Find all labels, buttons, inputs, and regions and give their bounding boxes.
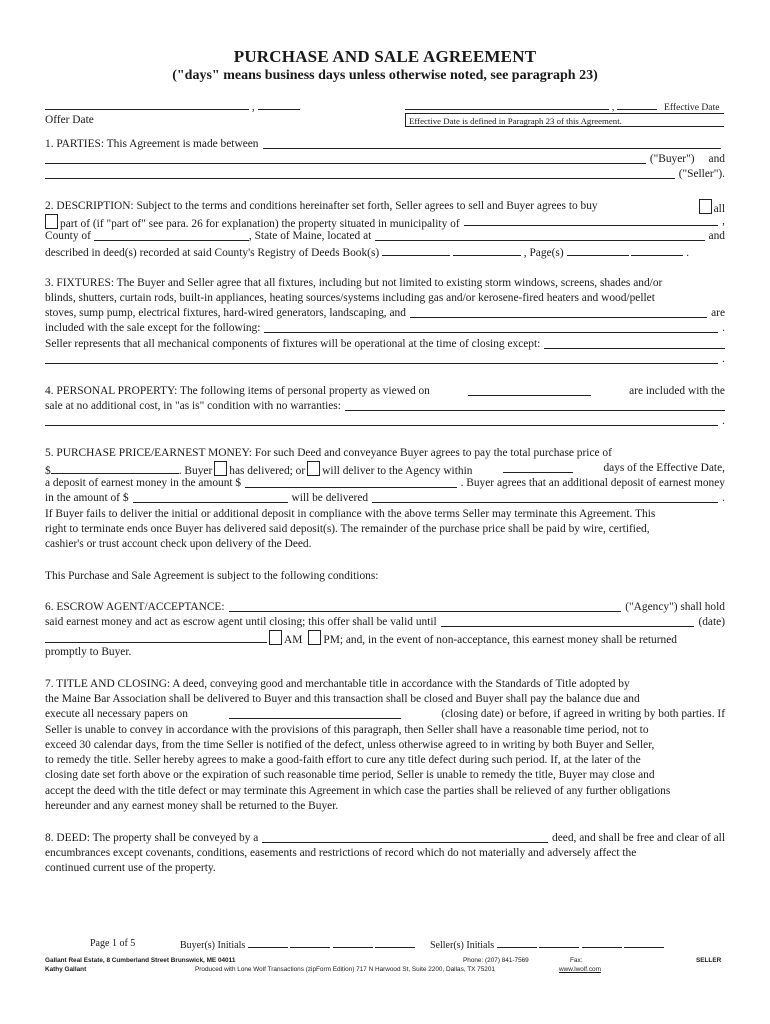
- buyer-initials-field-4[interactable]: [375, 938, 415, 948]
- effective-year-field[interactable]: [617, 98, 657, 110]
- description-line-4: described in deed(s) recorded at said County's Registry of Deeds Book(s) , Page(s) .: [45, 244, 725, 262]
- all-checkbox[interactable]: [699, 199, 712, 214]
- pm-checkbox[interactable]: [308, 630, 321, 645]
- document-subtitle: ("days" means business days unless otherwise noted, see paragraph 23): [172, 68, 598, 83]
- description-line-1: 2. DESCRIPTION: Subject to the terms and conditions hereinafter set forth, Seller agrees to sell and Buyer agrees to buy all: [45, 200, 725, 215]
- title-closing-line-3: execute all necessary papers on (closing date) or before, if agreed in writing by both parties. If: [45, 708, 725, 720]
- location-field[interactable]: [375, 229, 704, 241]
- seller-initials-field-4[interactable]: [624, 938, 664, 948]
- additional-deposit-date-field[interactable]: [372, 491, 718, 503]
- personal-property-line-1: 4. PERSONAL PROPERTY: The following items of personal property as viewed on are included with the: [45, 385, 725, 397]
- buyer-name-field[interactable]: [45, 152, 646, 164]
- fixtures-line-5: Seller represents that all mechanical components of fixtures will be operational at the time of closing except:: [45, 337, 725, 353]
- seller-initials-field-2[interactable]: [539, 938, 579, 948]
- escrow-line-3: AM PM; and, in the event of non-acceptance, this earnest money shall be returned: [45, 630, 725, 649]
- title-closing-line-4: Seller is unable to convey in accordance with the provisions of this paragraph, then Seller shall have a reasonable time period, not to: [45, 724, 649, 736]
- deed-book-field-2[interactable]: [453, 244, 521, 256]
- am-checkbox[interactable]: [269, 630, 282, 645]
- municipality-field[interactable]: [464, 214, 719, 226]
- title-closing-line-8: accept the deed with the title defect or may terminate this Agreement in which case the parties shall be relieved of any further obligations: [45, 785, 671, 797]
- title-closing-line-7: closing date set forth above or the expiration of such reasonable time period, Seller is unable to remedy the title, Buyer may close and: [45, 769, 655, 781]
- valid-until-time-field[interactable]: [45, 631, 267, 643]
- deed-line-2: encumbrances except covenants, conditions, easements and restrictions of record which do not materially and adversely affect the: [45, 847, 637, 859]
- fixtures-line-6: .: [45, 352, 725, 368]
- parties-line-3: ("Seller").: [45, 167, 725, 183]
- part-of-checkbox[interactable]: [45, 214, 58, 229]
- purchase-price-line-2: $ . Buyer has delivered; or will deliver to the Agency within days of the Effective Date,: [45, 462, 725, 477]
- mechanical-exceptions-field-2[interactable]: [45, 352, 718, 364]
- escrow-line-2: said earnest money and act as escrow agent until closing; this offer shall be valid until (date): [45, 616, 725, 628]
- seller-initials-field-1[interactable]: [497, 938, 537, 948]
- purchase-price-line-3: a deposit of earnest money in the amount $ . Buyer agrees that an additional deposit of earnest money: [45, 477, 725, 489]
- deliver-days-field[interactable]: [503, 461, 573, 473]
- offer-date-label: Offer Date: [45, 114, 94, 126]
- mechanical-exceptions-field[interactable]: [544, 337, 725, 349]
- has-delivered-checkbox[interactable]: [214, 461, 227, 476]
- purchase-price-line-6: right to terminate ends once Buyer has delivered said deposit(s). The remainder of the purchase price shall be paid by wire, certified,: [45, 523, 650, 535]
- agency-field[interactable]: [229, 600, 622, 612]
- date-line: ,: [45, 98, 725, 116]
- buyer-initials: Buyer(s) Initials: [180, 938, 415, 951]
- offer-date-field[interactable]: [45, 98, 249, 110]
- deed-page-field-2[interactable]: [631, 244, 683, 256]
- title-closing-line-6: to remedy the title. Seller hereby agrees to make a good-faith effort to cure any title defect during such period. If, at the later of the: [45, 754, 641, 766]
- will-deliver-checkbox[interactable]: [307, 461, 320, 476]
- fixtures-line-3: stoves, sump pump, electrical fixtures, hard-wired generators, landscaping, and are: [45, 307, 725, 319]
- valid-until-field[interactable]: [441, 615, 695, 627]
- effective-date-line: , Effective Date: [405, 98, 720, 113]
- escrow-line-4: promptly to Buyer.: [45, 646, 132, 658]
- produced-with: Produced with Lone Wolf Transactions (zipForm Edition) 717 N Harwood St, Suite 2200, Dallas, TX 75201: [195, 966, 495, 973]
- personal-property-line-3: .: [45, 414, 725, 430]
- company-info: Gallant Real Estate, 8 Cumberland Street Brunswick, ME 04011: [45, 957, 236, 964]
- purchase-price-line-5: If Buyer fails to deliver the initial or additional deposit in compliance with the above terms Seller may terminate this Agreement. This: [45, 508, 656, 520]
- seller-initials: Seller(s) Initials: [430, 938, 664, 951]
- purchase-price-line-7: cashier's or trust account check upon delivery of the Deed.: [45, 538, 312, 550]
- description-line-2: part of (if "part of" see para. 26 for explanation) the property situated in municipality of ,: [45, 214, 725, 233]
- deed-line-3: continued current use of the property.: [45, 862, 216, 874]
- fixtures-line-1: 3. FIXTURES: The Buyer and Seller agree that all fixtures, including but not limited to existing storm windows, screens, shades and/or: [45, 277, 663, 289]
- additional-deposit-field[interactable]: [133, 491, 288, 503]
- agent-name: Kathy Gallant: [45, 966, 87, 973]
- earnest-money-field[interactable]: [245, 476, 456, 488]
- deed-book-field[interactable]: [382, 244, 450, 256]
- effective-date-label: Effective Date: [664, 102, 720, 113]
- escrow-line-1: 6. ESCROW AGENT/ACCEPTANCE: ("Agency") shall hold: [45, 601, 725, 613]
- description-line-3: County of , State of Maine, located at and: [45, 230, 725, 242]
- seller-name-field[interactable]: [45, 167, 675, 179]
- personal-property-line-2: sale at no additional cost, in "as is" condition with no warranties:: [45, 399, 725, 415]
- parties-line-2: ("Buyer") and: [45, 152, 725, 168]
- buyer-initials-field-1[interactable]: [248, 938, 288, 948]
- buyer-initials-field-3[interactable]: [333, 938, 373, 948]
- parties-line-1: 1. PARTIES: This Agreement is made between: [45, 137, 725, 153]
- title-closing-line-1: 7. TITLE AND CLOSING: A deed, conveying good and merchantable title in accordance with the Standards of Title adopted by: [45, 678, 630, 690]
- offer-year-field[interactable]: [258, 98, 300, 110]
- viewed-on-field[interactable]: [468, 384, 591, 396]
- page-number: Page 1 of 5: [90, 938, 136, 949]
- deed-line-1: 8. DEED: The property shall be conveyed by a deed, and shall be free and clear of all: [45, 832, 725, 844]
- seller-tag: SELLER: [696, 957, 722, 964]
- effective-date-field[interactable]: [405, 98, 609, 110]
- title-closing-line-5: exceed 30 calendar days, from the time Seller is notified of the defect, unless otherwise agreed to in writing by both Buyer and Seller,: [45, 739, 655, 751]
- closing-date-field[interactable]: [229, 707, 401, 719]
- deed-type-field[interactable]: [262, 831, 548, 843]
- fixtures-exceptions-field[interactable]: [264, 321, 718, 333]
- fixtures-line-2: blinds, shutters, curtain rods, built-in appliances, heating sources/systems including gas and/or kerosene-fired heaters and wood/pellet: [45, 292, 655, 304]
- conditions-statement: This Purchase and Sale Agreement is subject to the following conditions:: [45, 570, 379, 582]
- county-field[interactable]: [94, 229, 249, 241]
- website-link[interactable]: www.lwolf.com: [559, 966, 601, 973]
- fixtures-line-4: included with the sale except for the following: .: [45, 322, 725, 334]
- company-fax: Fax:: [570, 957, 583, 964]
- title-closing-line-9: hereunder and any earnest money shall be returned to the Buyer.: [45, 800, 339, 812]
- buyer-initials-field-2[interactable]: [290, 938, 330, 948]
- effective-date-note: Effective Date is defined in Paragraph 23 of this Agreement.: [405, 113, 724, 127]
- company-phone: Phone: (207) 841-7569: [463, 957, 529, 964]
- deed-page-field[interactable]: [567, 244, 629, 256]
- fixtures-and-field[interactable]: [410, 306, 707, 318]
- purchase-price-field[interactable]: [51, 462, 179, 474]
- document-title: PURCHASE AND SALE AGREEMENT: [233, 47, 537, 66]
- parties-buyer-field[interactable]: [263, 137, 722, 149]
- personal-property-field-2[interactable]: [45, 414, 718, 426]
- title-closing-line-2: the Maine Bar Association shall be delivered to Buyer and this transaction shall be closed and Buyer shall pay the balance due and: [45, 693, 640, 705]
- purchase-price-line-4: in the amount of $ will be delivered .: [45, 492, 725, 504]
- personal-property-field[interactable]: [345, 399, 725, 411]
- purchase-price-line-1: 5. PURCHASE PRICE/EARNEST MONEY: For such Deed and conveyance Buyer agrees to pay the total purchase price of: [45, 447, 612, 459]
- seller-initials-field-3[interactable]: [582, 938, 622, 948]
